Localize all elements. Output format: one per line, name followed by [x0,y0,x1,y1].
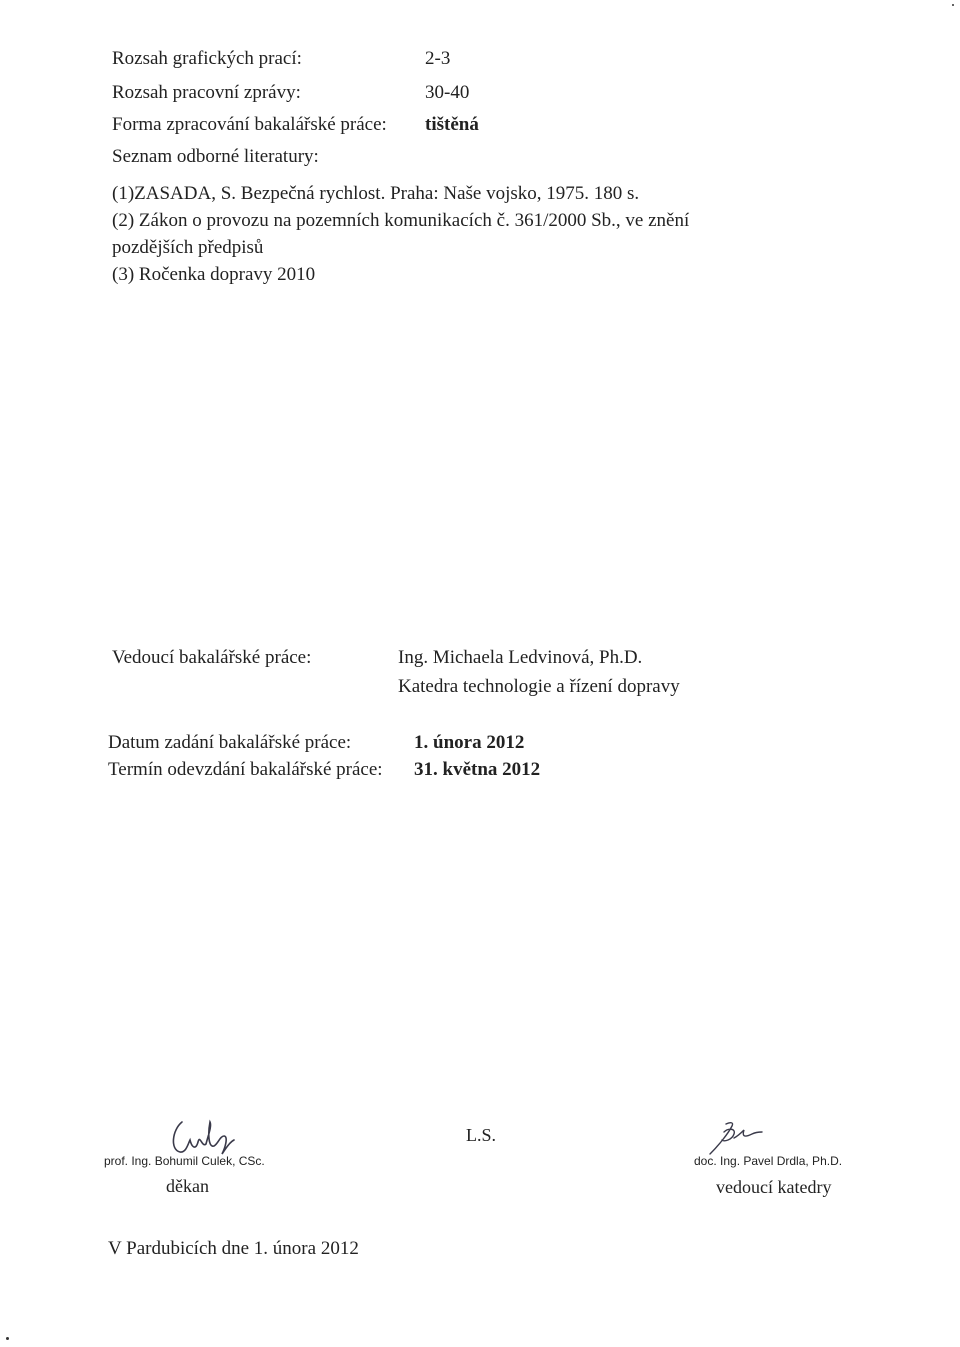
dean-role: děkan [166,1176,209,1196]
graphic-scope-label: Rozsah grafických prací: [112,48,302,69]
assigned-date-value: 1. února 2012 [414,732,525,753]
head-name: doc. Ing. Pavel Drdla, Ph.D. [694,1154,843,1168]
form-label: Forma zpracování bakalářské práce: [112,114,387,135]
head-signature [704,1118,764,1156]
head-role: vedoucí katedry [716,1177,832,1197]
supervisor-label: Vedoucí bakalářské práce: [112,647,312,668]
form-value: tištěná [425,114,479,135]
literature-item: (1)ZASADA, S. Bezpečná rychlost. Praha: Naše vojsko, 1975. 180 s. [112,183,640,204]
supervisor-name: Ing. Michaela Ledvinová, Ph.D. [398,647,643,668]
place-date: V Pardubicích dne 1. února 2012 [108,1238,359,1259]
literature-heading: Seznam odborné literatury: [112,146,319,167]
literature-item: (2) Zákon o provozu na pozemních komunikacích č. 361/2000 Sb., ve znění [112,210,690,231]
report-scope-value: 30-40 [425,82,470,103]
literature-item: (3) Ročenka dopravy 2010 [112,264,316,285]
deadline-label: Termín odevzdání bakalářské práce: [108,759,383,780]
dean-name: prof. Ing. Bohumil Culek, CSc. [104,1154,265,1168]
supervisor-department: Katedra technologie a řízení dopravy [398,676,680,697]
graphic-scope-value: 2-3 [425,48,451,69]
literature-item: pozdějších předpisů [112,237,264,258]
assigned-date-label: Datum zadání bakalářské práce: [108,732,352,753]
report-scope-label: Rozsah pracovní zprávy: [112,82,301,103]
deadline-value: 31. května 2012 [414,759,541,780]
scan-speck [952,4,954,6]
seal-mark: L.S. [466,1125,497,1145]
scan-speck [6,1337,9,1340]
